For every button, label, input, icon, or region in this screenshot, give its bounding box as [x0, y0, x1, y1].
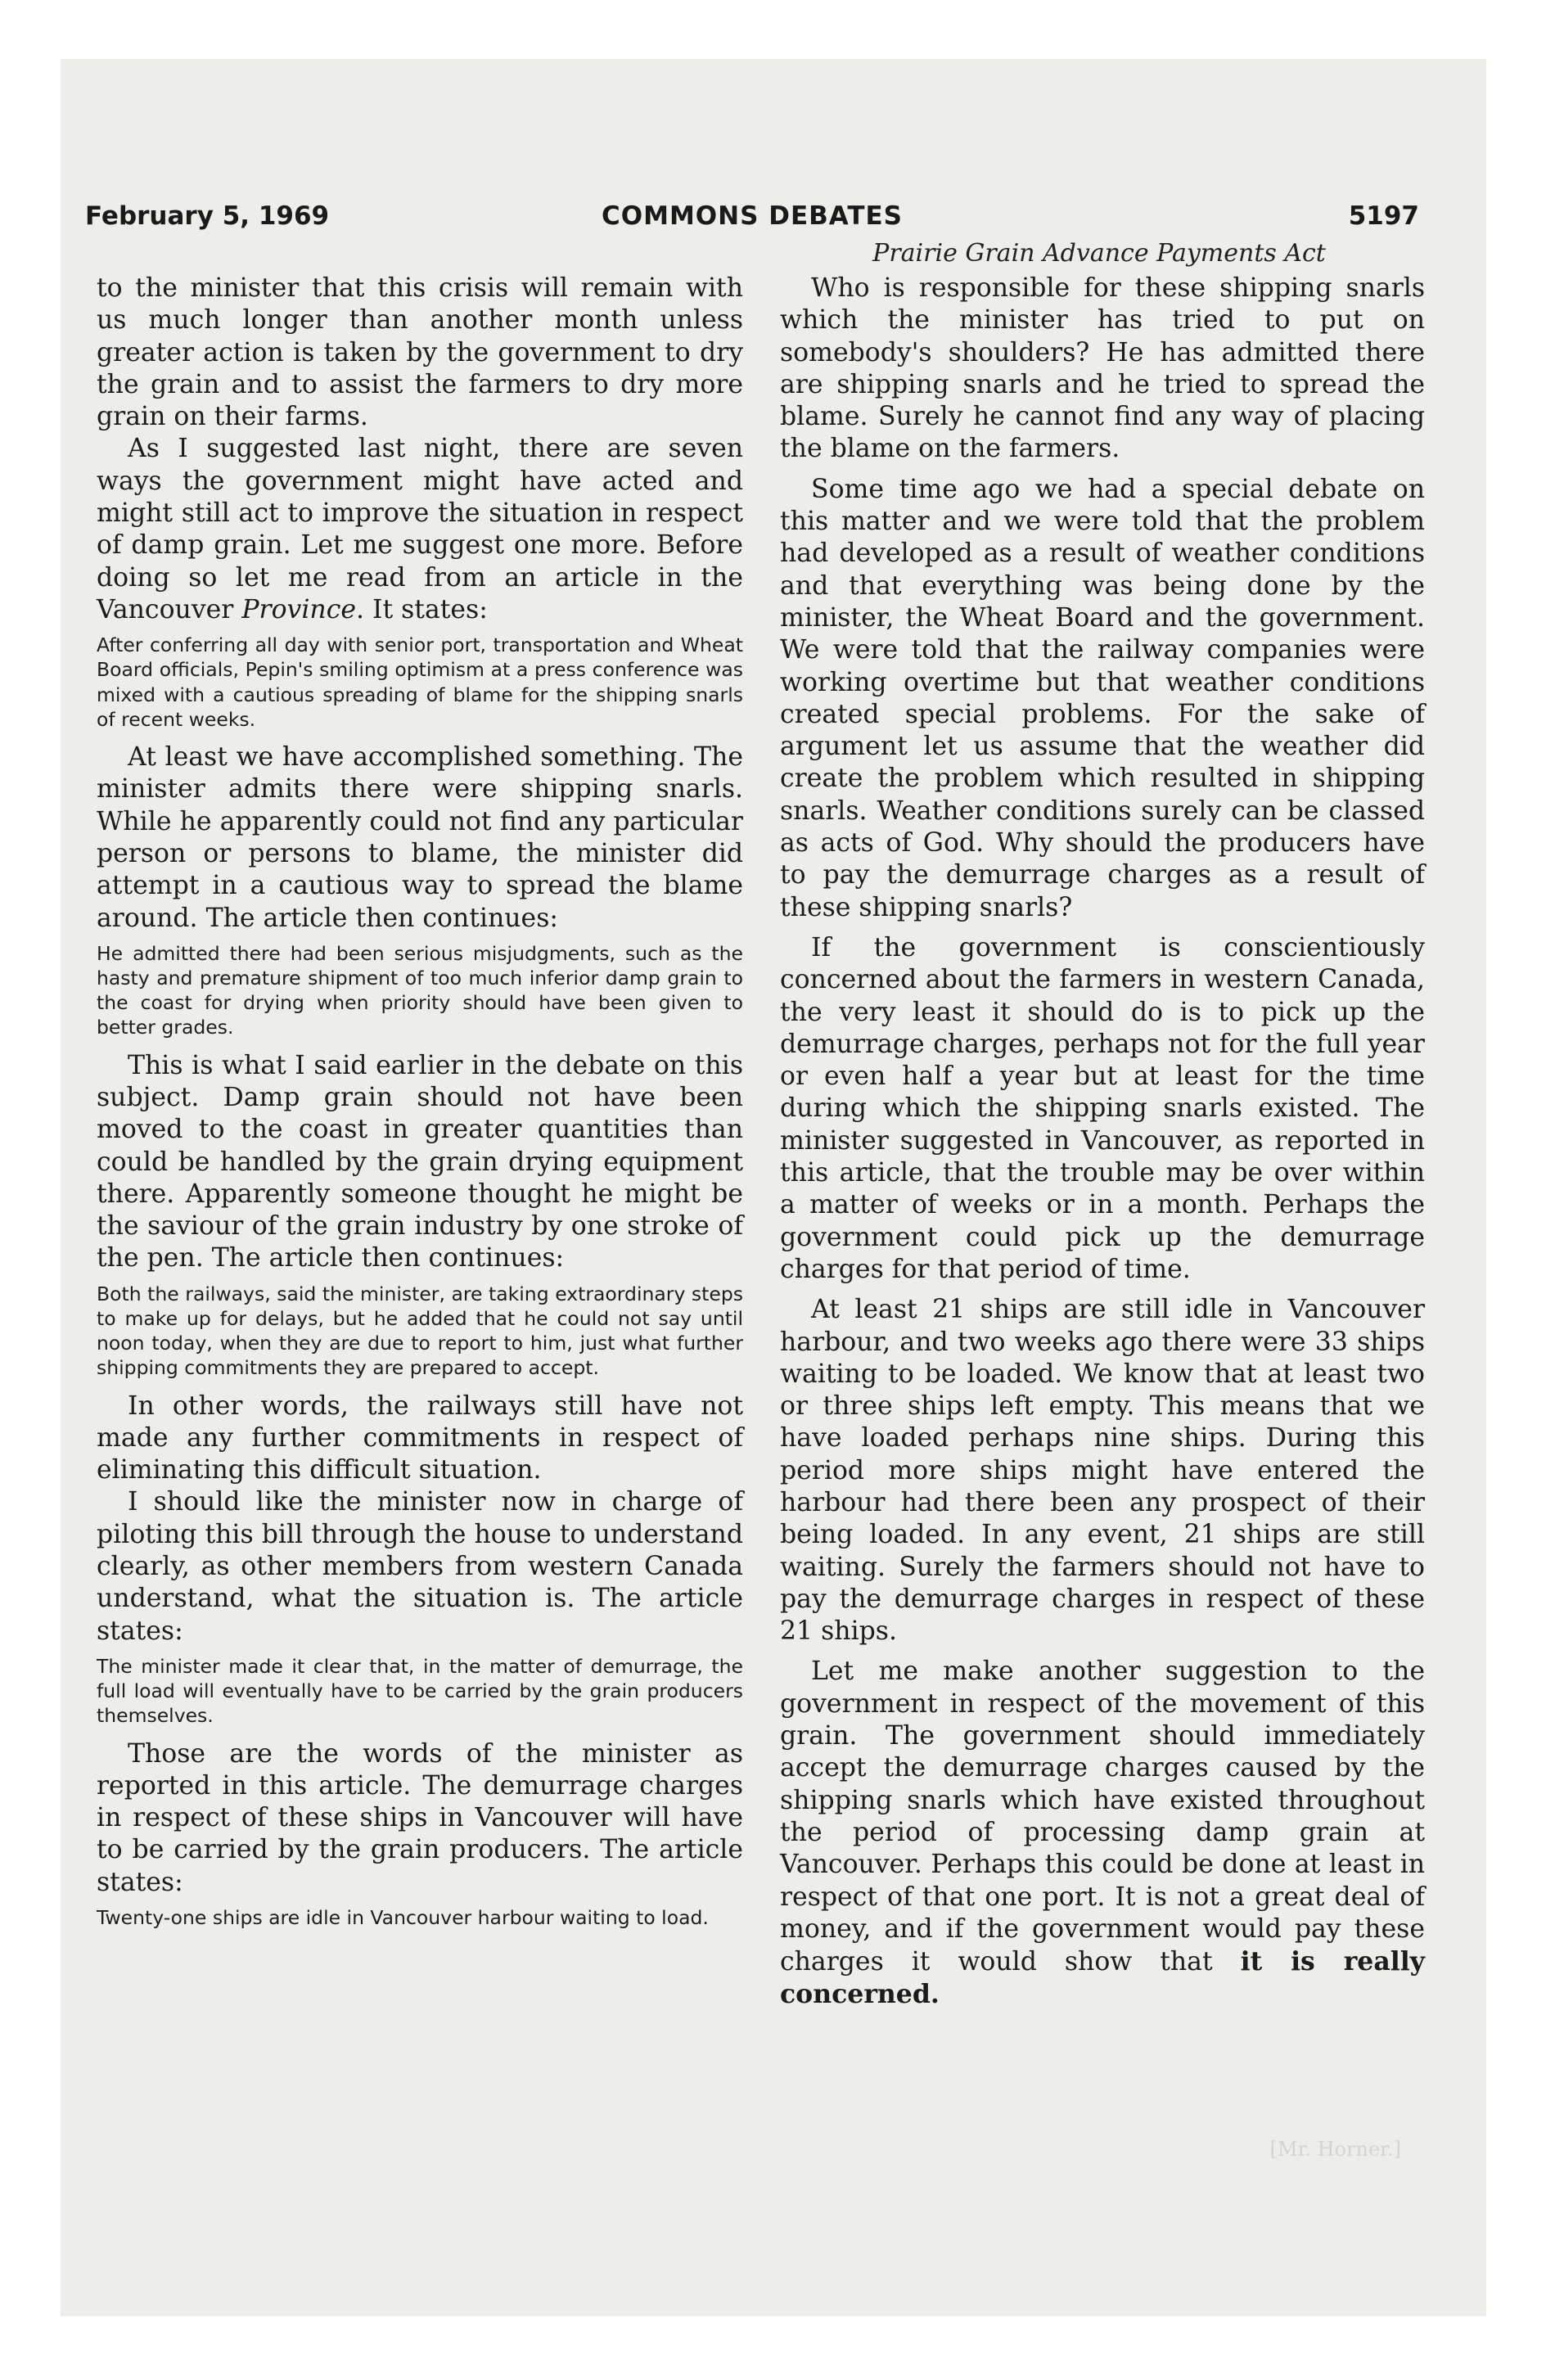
left-paragraph-2: [97, 433, 743, 626]
right-paragraph-5-text: Let me make another suggestion to the government in respect of the movement of this grain. The government should immediately accept the demurrage charges caused by the shipping snarls which have existed throughout the period of processing damp grain at Vancouver. Perhaps this could be done at least in respect of that one port. It is not a great deal of money, and if the government would pay these charges it would show that: [780, 1657, 1425, 1977]
left-paragraph-2-text-a: As I suggested last night, there are seven ways the government might have acted and might still act to improve the situation in respect of damp grain. Let me suggest one more. Before doing so let me read from an article in the Vancouver: [97, 434, 743, 624]
left-paragraph-2-text-b: . It states:: [356, 594, 488, 624]
left-quote-1: After conferring all day with senior port, transportation and Wheat Board officials, Pepin's smiling optimism at a press conference was mixed with a cautious spreading of blame for the shipping snarls of recent weeks.: [97, 633, 743, 731]
left-paragraph-6: I should like the minister now in charge of piloting this bill through the house to understand clearly, as other members from western Canada understand, what the situation is. The article states:: [97, 1487, 743, 1646]
right-paragraph-5: [780, 1656, 1425, 2011]
section-subheader: Prairie Grain Advance Payments Act: [872, 239, 1326, 268]
left-paragraph-7: Those are the words of the minister as reported in this article. The demurrage charges in respect of these ships in Vancouver will have to be carried by the grain producers. The article states:: [97, 1738, 743, 1897]
right-paragraph-2: Some time ago we had a special debate on this matter and we were told that the problem had developed as a result of weather conditions and that everything was being done by the minister, the Wheat Board and the government. We were told that the railway companies were working overtime but that weather conditions created special problems. For the sake of argument let us assume that the weather did create the problem which resulted in shipping snarls. Weather conditions surely can be classed as acts of God. Why should the producers have to pay the demurrage charges as a result of these shipping snarls?: [780, 474, 1425, 922]
left-quote-5: Twenty-one ships are idle in Vancouver harbour waiting to load.: [97, 1906, 709, 1930]
left-quote-2: He admitted there had been serious misjudgments, such as the hasty and premature shipment of too much inferior damp grain to the coast for drying when priority should have been given to better grades.: [97, 941, 743, 1039]
left-paragraph-5: In other words, the railways still have not made any further commitments in respect of eliminating this difficult situation.: [97, 1391, 743, 1485]
right-column: [780, 273, 1425, 2012]
left-paragraph-2-publication: Province: [241, 594, 356, 624]
speaker-footer: [Mr. Horner.]: [1269, 2138, 1401, 2161]
header-title: COMMONS DEBATES: [602, 201, 903, 231]
left-paragraph-4: This is what I said earlier in the debate on this subject. Damp grain should not have been moved to the coast in greater quantities than could be handled by the grain drying equipment there. Apparently someone thought he might be the saviour of the grain industry by one stroke of the pen. The article then continues:: [97, 1050, 743, 1273]
left-quote-3: Both the railways, said the minister, are taking extraordinary steps to make up for delays, but he added that he could not say until noon today, when they are due to report to him, just what further shipping commitments they are prepared to accept.: [97, 1282, 743, 1380]
header-page-number: 5197: [1348, 201, 1419, 231]
right-paragraph-4: At least 21 ships are still idle in Vancouver harbour, and two weeks ago there were 33 ships waiting to be loaded. We know that at least two or three ships left empty. This means that we have loaded perhaps nine ships. During this period more ships might have entered the harbour had there been any prospect of their being loaded. In any event, 21 ships are still waiting. Surely the farmers should not have to pay the demurrage charges in respect of these 21 ships.: [780, 1295, 1425, 1647]
left-column: [97, 273, 743, 1940]
right-paragraph-1: Who is responsible for these shipping snarls which the minister has tried to put on somebody's shoulders? He has admitted there are shipping snarls and he tried to spread the blame. Surely he cannot find any way of placing the blame on the farmers.: [780, 273, 1425, 464]
left-paragraph-3: At least we have accomplished something. The minister admits there were shipping snarls. While he apparently could not find any particular person or persons to blame, the minister did attempt in a cautious way to spread the blame around. The article then continues:: [97, 742, 743, 933]
left-quote-4: The minister made it clear that, in the matter of demurrage, the full load will eventually have to be carried by the grain producers themselves.: [97, 1654, 743, 1728]
page-header: [85, 201, 1419, 234]
right-paragraph-5-bold-text: it is really concerned.: [780, 1946, 1425, 2010]
right-paragraph-3: If the government is conscientiously concerned about the farmers in western Canada, the very least it should do is to pick up the demurrage charges, perhaps not for the full year or even half a year but at least for the time during which the shipping snarls existed. The minister suggested in Vancouver, as reported in this article, that the trouble may be over within a matter of weeks or in a month. Perhaps the government could pick up the demurrage charges for that period of time.: [780, 932, 1425, 1284]
header-date: February 5, 1969: [85, 201, 330, 231]
left-paragraph-1: to the minister that this crisis will remain with us much longer than another month unless greater action is taken by the government to dry the grain and to assist the farmers to dry more grain on their farms.: [97, 273, 743, 432]
